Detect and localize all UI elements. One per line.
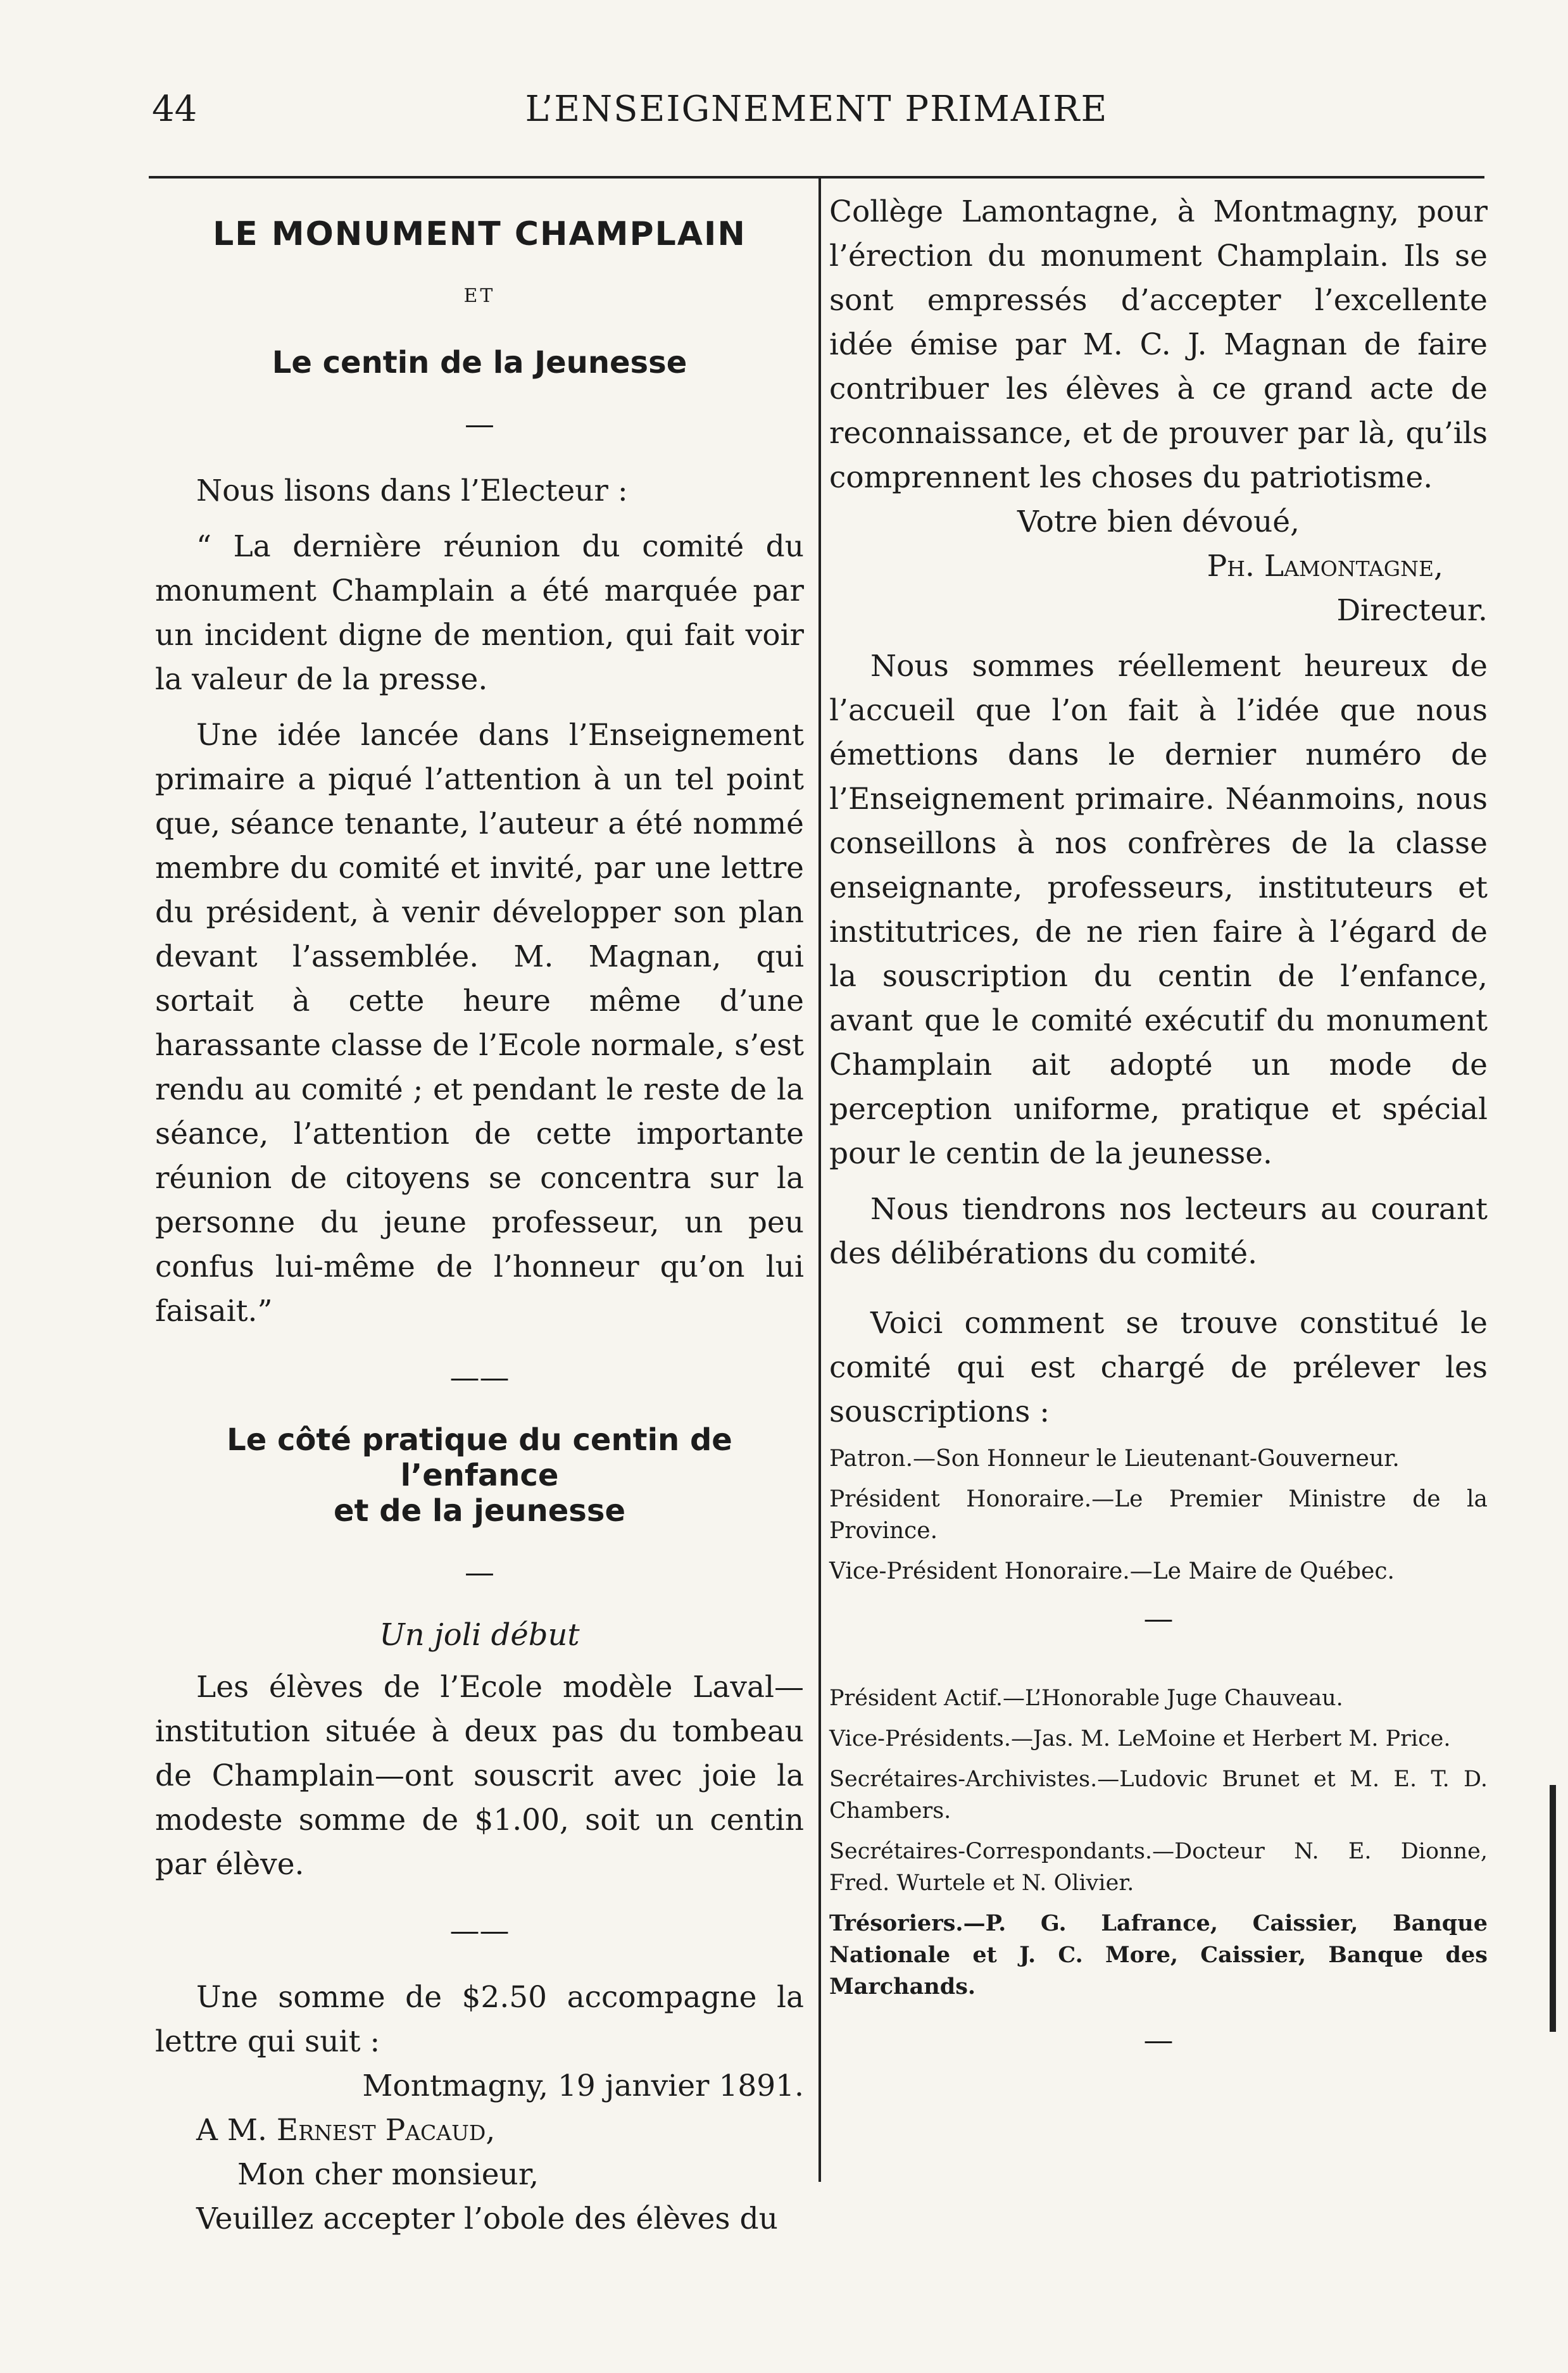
letter-date: Montmagny, 19 janvier 1891. — [362, 2069, 804, 2103]
letter-continuation: Collège Lamontagne, à Montmagny, pour l’érection du monument Champlain. Ils se sont empressés d’accepter l’excellente idée émise par M. C. J. Magnan de faire contribuer les élèves à ce grand acte de reconnaissance, et de prouver par là, qu’ils comprennent les choses du patriotisme. — [829, 194, 1488, 495]
separator: — — [1143, 2023, 1174, 2058]
letter-closing: Votre bien dévoué, — [1017, 504, 1300, 539]
committee-tresoriers: Trésoriers.—P. G. Lafrance, Caissier, Banque Nationale et J. C. More, Caissier, Banque des Marchands. — [829, 1910, 1488, 2000]
article-title-et: ET — [463, 285, 496, 307]
letter-signature-title: Directeur. — [1336, 593, 1488, 628]
intro-paragraph: Nous lisons dans l’Electeur : — [196, 473, 628, 508]
quote-paragraph-1: “ La dernière réunion du comité du monument Champlain a été marquée par un incident digne de mention, qui fait voir la valeur de la presse. — [155, 529, 804, 697]
letter-salutation: Mon cher monsieur, — [237, 2157, 539, 2192]
left-column — [155, 190, 804, 2241]
letter-signature: Ph. Lamontagne, — [1207, 549, 1443, 584]
school-paragraph: Les élèves de l’Ecole modèle Laval—institution située à deux pas du tombeau de Champlain—ont souscrit avec joie la modeste somme de $1.00, soit un centin par élève. — [155, 1670, 804, 1882]
committee-secretaires-correspondants: Secrétaires-Correspondants.—Docteur N. E. Dionne, Fred. Wurtele et N. Olivier. — [829, 1839, 1488, 1896]
article-subtitle: Le centin de la Jeunesse — [272, 345, 687, 380]
margin-bar — [1550, 1785, 1556, 2032]
committee-vice-presidents: Vice-Présidents.—Jas. M. LeMoine et Herbert M. Price. — [829, 1726, 1451, 1751]
article-title: LE MONUMENT CHAMPLAIN — [213, 215, 746, 253]
header-rule — [149, 176, 1484, 178]
page-number: 44 — [152, 89, 198, 130]
committee-secretaires-archivistes: Secrétaires-Archivistes.—Ludovic Brunet et M. E. T. D. Chambers. — [829, 1767, 1488, 1824]
section-heading-line-2: et de la jeunesse — [334, 1493, 625, 1529]
column-divider — [818, 178, 821, 2182]
committee-president-honoraire: Président Honoraire.—Le Premier Ministre de la Province. — [829, 1486, 1488, 1544]
editorial-paragraph-2: Nous tiendrons nos lecteurs au courant des délibérations du comité. — [829, 1192, 1488, 1271]
letter-address: A M. Ernest Pacaud, — [196, 2113, 496, 2148]
letter-intro: Une somme de $2.50 accompagne la lettre qui suit : — [155, 1980, 804, 2059]
committee-vice-president-honoraire: Vice-Président Honoraire.—Le Maire de Québec. — [829, 1558, 1395, 1584]
separator: —— — [449, 1913, 510, 1948]
letter-start: Veuillez accepter l’obole des élèves du — [196, 2201, 778, 2236]
separator: — — [465, 407, 494, 442]
separator: — — [1143, 1601, 1174, 1636]
committee-president-actif: Président Actif.—L’Honorable Juge Chauveau. — [829, 1686, 1343, 1711]
page-header — [152, 89, 1481, 146]
italic-subheading: Un joli début — [379, 1617, 580, 1653]
separator: —— — [449, 1360, 510, 1395]
separator: — — [465, 1555, 494, 1590]
editorial-paragraph: Nous sommes réellement heureux de l’accueil que l’on fait à l’idée que nous émettions dans le dernier numéro de l’Enseignement primaire. Néanmoins, nous conseillons à nos confrères de la classe enseignante, professeurs, instituteurs et institutrices, de ne rien faire à l’égard de la souscription du centin de l’enfance, avant que le comité exécutif du monument Champlain ait adopté un mode de perception uniforme, pratique et spécial pour le centin de la jeunesse. — [829, 649, 1488, 1171]
running-title: L’ENSEIGNEMENT PRIMAIRE — [525, 89, 1108, 130]
quote-paragraph-2: Une idée lancée dans l’Enseignement primaire a piqué l’attention à un tel point que, séance tenante, l’auteur a été nommé membre du comité et invité, par une lettre du président, à venir développer son plan devant l’assemblée. M. Magnan, qui sortait à cette heure même d’une harassante classe de l’Ecole normale, s’est rendu au comité ; et pendant le reste de la séance, l’attention de cette importante réunion de citoyens se concentra sur la personne du jeune professeur, un peu confus lui-même de l’honneur qu’on lui faisait.” — [155, 718, 804, 1329]
committee-intro: Voici comment se trouve constitué le comité qui est chargé de prélever les souscriptions : — [829, 1306, 1488, 1429]
committee-patron: Patron.—Son Honneur le Lieutenant-Gouverneur. — [829, 1446, 1400, 1472]
right-column — [829, 190, 1488, 2079]
section-heading-line-1: Le côté pratique du centin de l’enfance — [227, 1422, 732, 1493]
